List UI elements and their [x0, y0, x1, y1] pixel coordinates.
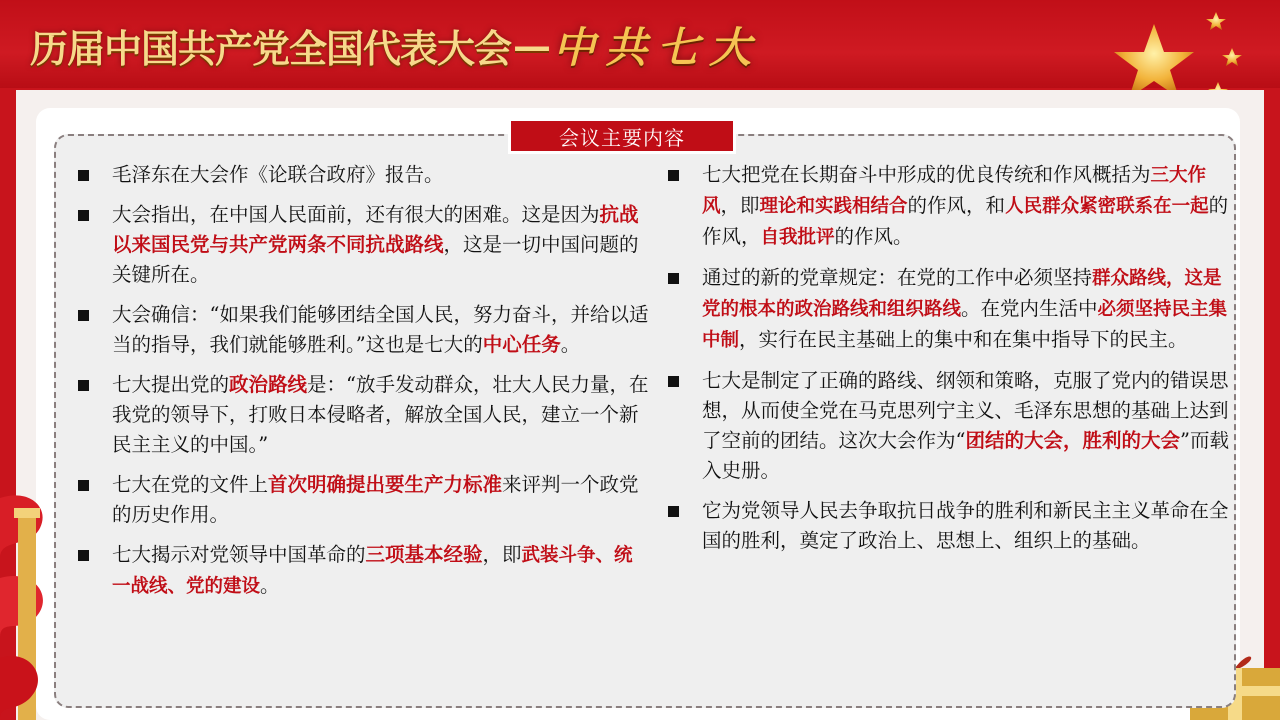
list-item — [72, 300, 650, 360]
list-item — [662, 496, 1230, 556]
highlight-text: 群众路线，这是党的根本的政治路线和组织路线 — [702, 268, 1222, 320]
square-bullet-icon — [78, 480, 89, 491]
list-item — [662, 366, 1230, 486]
highlight-text: 人民群众紧密联系在一起 — [1005, 196, 1209, 217]
list-item — [72, 160, 650, 190]
body-text: 。在党内生活中 — [961, 297, 1098, 320]
highlight-text: 中心任务 — [482, 333, 561, 356]
ribbon-pillar-icon — [0, 488, 60, 720]
highlight-text: 必须坚持民主集中制 — [702, 299, 1228, 351]
body-text: ，这是一切中国问题的关键所在。 — [112, 233, 639, 286]
body-text: 七大是制定了正确的路线、纲领和策略，克服了党内的错误思想，从而使全党在马克思列宁主义、毛泽东思想的基础上达到了空前的团结。这次大会作为“ — [702, 369, 1229, 452]
right-column — [662, 160, 1230, 566]
highlight-text: 自我批评 — [760, 227, 835, 248]
body-text: 大会指出，在中国人民面前，还有很大的困难。这是因为 — [112, 203, 600, 226]
body-text: 七大把党在长期奋斗中形成的优良传统和作风概括为 — [702, 163, 1151, 186]
list-item — [72, 540, 650, 602]
list-item — [72, 370, 650, 460]
square-bullet-icon — [78, 310, 89, 321]
body-text: 是：“放手发动群众，壮大人民力量，在我党的领导下，打败日本侵略者，解放全国人民，建立一个新民主主义的中国。” — [112, 373, 649, 456]
square-bullet-icon — [78, 380, 89, 391]
body-text: 的作风。 — [834, 225, 913, 248]
list-item — [72, 200, 650, 290]
highlight-text: 理论和实践相结合 — [759, 196, 908, 217]
body-text: 。 — [560, 333, 581, 356]
square-bullet-icon — [78, 550, 89, 561]
list-item — [72, 470, 650, 530]
body-text: ”而载入史册。 — [702, 429, 1229, 482]
section-tag: 会议主要内容 — [508, 118, 736, 154]
highlight-text: 武装斗争、统一战线、党的建设 — [112, 545, 633, 597]
body-text: ，实行在民主基础上的集中和在集中指导下的民主。 — [739, 328, 1188, 351]
page-title — [30, 14, 761, 76]
square-bullet-icon — [668, 273, 679, 284]
title-main: 历届中国共产党全国代表大会 — [30, 25, 512, 71]
body-text: 的作风， — [702, 194, 1229, 248]
title-dash: — — [513, 22, 552, 68]
body-text: ，即 — [720, 194, 760, 217]
highlight-text: 政治路线 — [229, 373, 308, 396]
list-item — [662, 263, 1230, 356]
highlight-text: 三项基本经验 — [365, 543, 483, 566]
square-bullet-icon — [668, 170, 679, 181]
body-text: 毛泽东在大会作《论联合政府》报告。 — [112, 163, 444, 186]
left-column — [72, 160, 650, 612]
square-bullet-icon — [668, 506, 679, 517]
title-accent: 中共七大 — [553, 23, 762, 72]
square-bullet-icon — [78, 170, 89, 181]
body-text: 通过的新的党章规定：在党的工作中必须坚持 — [702, 266, 1093, 289]
list-item — [662, 160, 1230, 253]
body-text: 的作风，和 — [907, 194, 1006, 217]
square-bullet-icon — [78, 210, 89, 221]
body-text: 它为党领导人民去争取抗日战争的胜利和新民主主义革命在全国的胜利，奠定了政治上、思想上、组织上的基础。 — [702, 499, 1229, 552]
body-text: 七大在党的文件上 — [112, 473, 269, 496]
body-text: 七大提出党的 — [112, 373, 230, 396]
highlight-text: 首次明确提出要生产力标准 — [268, 473, 503, 496]
highlight-text: 抗战以来国民党与共产党两条不同抗战路线 — [112, 203, 639, 256]
body-text: ，即 — [482, 543, 522, 566]
highlight-text: 三大作风 — [702, 165, 1207, 217]
square-bullet-icon — [668, 376, 679, 387]
body-text: 来评判一个政党的历史作用。 — [112, 473, 639, 526]
body-text: 大会确信：“如果我们能够团结全国人民，努力奋斗，并给以适当的指导，我们就能够胜利。”这也是七大的 — [112, 303, 649, 356]
body-text: 七大揭示对党领导中国革命的 — [112, 543, 366, 566]
body-text: 。 — [260, 574, 280, 597]
highlight-text: 团结的大会，胜利的大会 — [965, 429, 1180, 452]
